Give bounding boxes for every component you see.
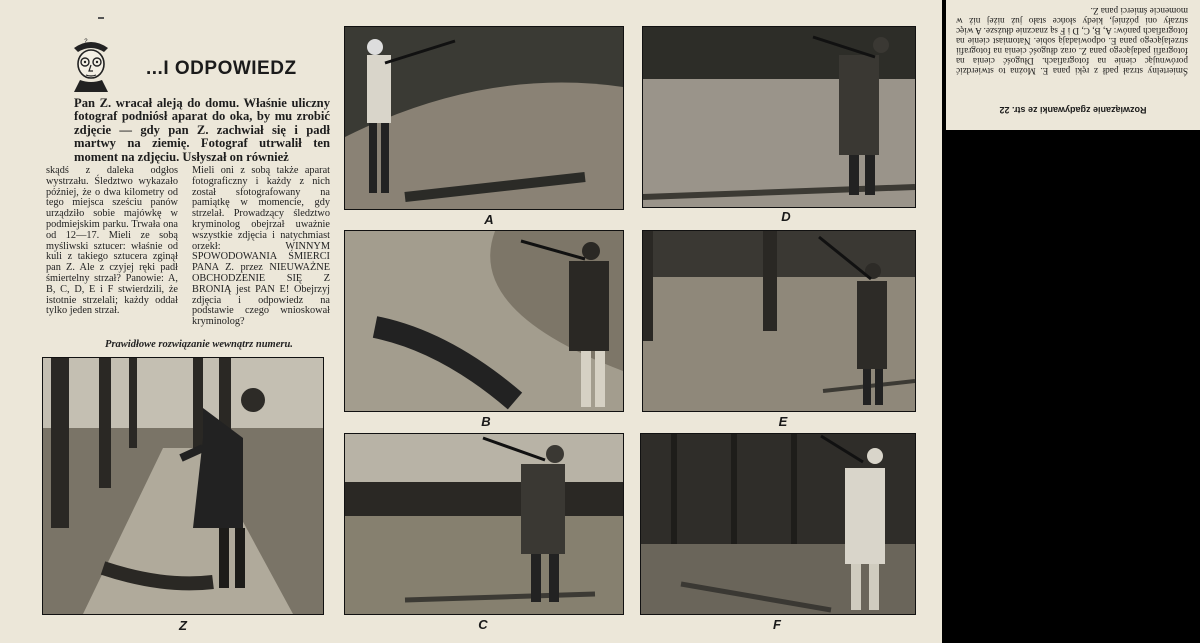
page-mark [98,17,104,19]
photo-label-e: E [778,414,788,429]
photo-e [642,230,916,412]
photo-label-a: A [484,212,494,227]
photo-f [640,433,916,615]
photo-label-z: Z [179,618,187,633]
answer-box [946,0,1200,130]
answer-box-upside-down [946,0,1200,130]
photo-d [642,26,916,208]
answer-text: Śmiertelny strzał padł z ręki pana E. Można to stwierdzić porównując cienie na fotografiach. Długość cienia na fotografii padającego pana Z. oraz długość cienia na fotografii strzelającego pana E. odpowiadają sobie. Natomiast cienie na fotografiach panów: A, B, C, D i F są znacznie dłuższe. A więc strzały oni później, kiedy słońce stało już niżej niż w momencie śmierci pana Z. [956,6,1188,76]
photo-z [42,357,324,615]
photo-c [344,433,624,615]
photo-b [344,230,624,412]
photo-label-c: C [478,617,488,632]
photo-label-b: B [481,414,491,429]
article-title: ...I ODPOWIEDZ [146,58,297,79]
article-column-1: skądś z daleka odgłos wystrzału. Śledztwo wykazało później, że o dwa kilometry od tego miejsca sześciu panów urządziło sobie majówkę w podmiejskim parku. Trwała ona od 12—17. Mieli ze sobą myśliwski sztucer: właśnie od kuli z takiego sztucera zginął pan Z. Ale z czyjej ręki padł śmiertelny strzał? Panowie: A, B, C, D, E i F stwierdzili, że istotnie strzelali; każdy oddał tylko jeden strzał. [46,165,178,317]
solution-note: Prawidłowe rozwiązanie wewnątrz numeru. [105,339,293,350]
svg-text:?: ? [84,39,88,45]
answer-title: Rozwiązanie zgadywanki ze str. 22 [999,105,1147,115]
article-column-2: Mieli oni z sobą także aparat fotograficzny i każdy z nich został sfotografowany na pamiątkę w momencie, gdy strzelał. Prowadzący śledztwo kryminolog obejrzał uważnie wszystkie zdjęcia i natychmiast orzekł: WINNYM SPOWODOWANIA ŚMIERCI PANA Z. przez NIEUWAŻNE OBCHODZENIE SIĘ Z BRONIĄ jest PAN E! Obejrzyj zdjęcia i odpowiedz na podstawie czego wnioskował kryminolog? [192,165,330,328]
detective-cartoon-icon [60,34,122,94]
photo-a [344,26,624,210]
photo-label-f: F [773,617,781,632]
photo-label-d: D [781,209,791,224]
article-lead: Pan Z. wracał aleją do domu. Właśnie uliczny fotograf podniósł aparat do oka, by mu zrobić zdjęcie — gdy pan Z. zachwiał się i padł martwy na ziemię. Fotograf utrwalił ten moment na zdjęciu. Usłyszał on również [74,96,330,164]
